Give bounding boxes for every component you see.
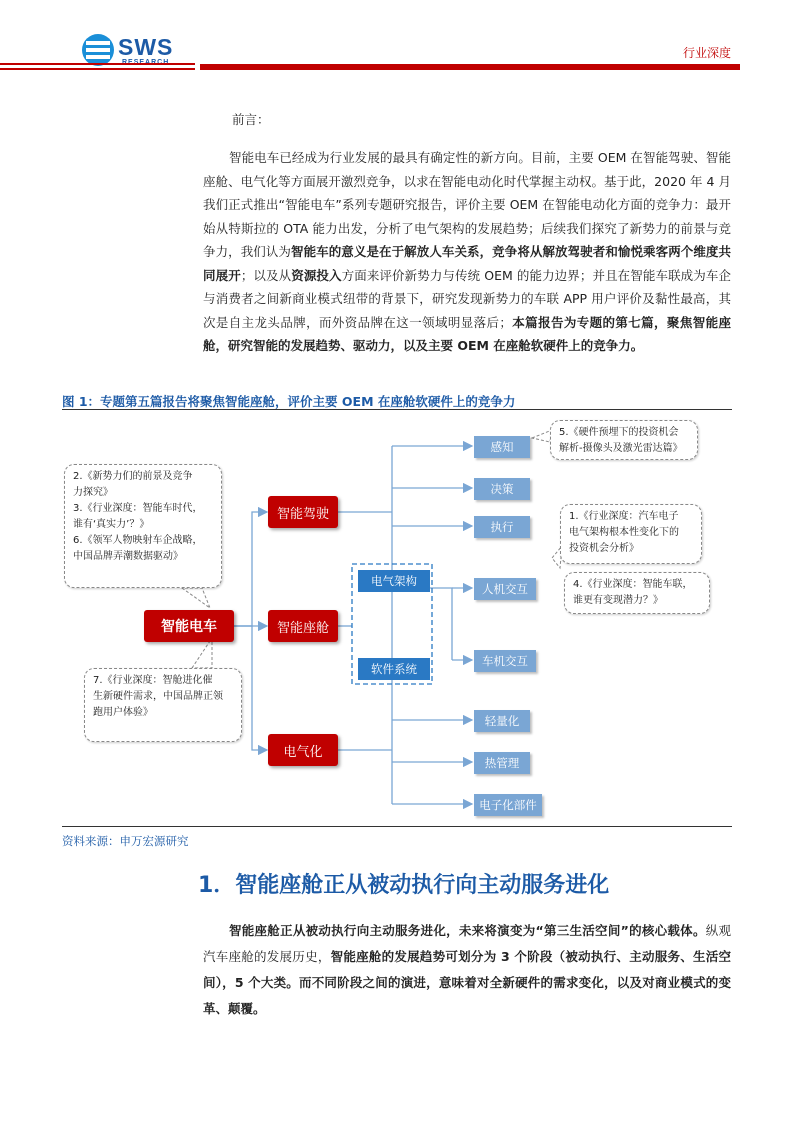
callout-line: 跑用户体验》 (93, 707, 153, 718)
node-smart-ev: 智能电车 (144, 610, 234, 642)
intro-bold-text: 本篇报告为专题的第七篇，聚焦智能座舱，研究智能的发展趋势、驱动力，以及主要 OEM 在座舱软硬件上的竞争力。 (203, 314, 731, 353)
section-text: 纵观汽车座舱的发展历史， (203, 923, 731, 964)
figure-title: 图 1：专题第五篇报告将聚焦智能座舱，评价主要 OEM 在座舱软硬件上的竞争力 (62, 394, 516, 409)
mind-map-diagram (62, 412, 732, 824)
callout-new-forces-reports (64, 464, 222, 588)
intro-paragraph (203, 146, 731, 358)
logo-globe-icon (82, 34, 114, 66)
header-rule (0, 63, 195, 65)
callout-line: 投资机会分析》 (569, 543, 639, 554)
callout-cabin-report (84, 668, 242, 742)
preface-label: 前言： (232, 112, 270, 127)
callout-line: 5.《硬件预埋下的投资机会 (559, 427, 679, 438)
callout-line: 生新硬件需求，中国品牌正领 (93, 691, 223, 702)
logo-text: SWS (118, 34, 174, 60)
node-electrical-architecture: 电气架构 (358, 570, 430, 592)
node-decision: 决策 (474, 478, 530, 500)
node-smart-cabin: 智能座舱 (268, 610, 338, 642)
figure-rule (62, 409, 732, 410)
header-rule (0, 68, 195, 70)
section-paragraph (203, 918, 731, 1022)
callout-line: 电气架构根本性变化下的 (569, 527, 679, 538)
node-hmi: 人机交互 (474, 578, 536, 600)
intro-text: 智能电车已经成为行业发展的最具有确定性的新方向。目前，主要 OEM 在智能驾驶、智能座舱、电气化等方面展开激烈竞争，以求在智能电动化时代掌握主动权。基于此，2020 年 4 月我们正式推出“智能电车”系列专题研究报告，评价主要 OEM 在智能电动化方面的竞争力：最开始从特斯拉的 OTA 能力出发，分析了电气架构的发展趋势；后续我们探究了新势力的前景与竞争力，我们认为 (203, 150, 732, 259)
intro-bold-text: 资源投入 (291, 267, 342, 283)
section-bold-text: 智能座舱的发展趋势可划分为 3 个阶段（被动执行、主动服务、生活空间），5 个大类。而不同阶段之间的演进，意味着对全新硬件的需求变化，以及对商业模式的变革、颠覆。 (203, 949, 731, 1016)
callout-line: 1.《行业深度：汽车电子 (569, 511, 679, 522)
node-thermal-management: 热管理 (474, 752, 530, 774)
page-header (0, 0, 793, 75)
intro-bold-text: 智能车的意义是在于解放人车关系，竞争将从解放驾驶者和愉悦乘客两个维度共同展开 (203, 244, 731, 283)
section-title: 1．智能座舱正从被动执行向主动服务进化 (198, 873, 610, 898)
callout-line: 6.《领军人物映射车企战略， (73, 535, 203, 546)
node-execution: 执行 (474, 516, 530, 538)
callout-connectivity-report (564, 572, 710, 614)
intro-text: ；以及从 (240, 267, 292, 283)
node-smart-driving: 智能驾驶 (268, 496, 338, 528)
callout-line: 中国品牌弄潮数据驱动》 (73, 551, 183, 562)
callout-hardware-report (550, 420, 698, 460)
node-vehicle-interaction: 车机交互 (474, 650, 536, 672)
callout-electronics-report (560, 504, 702, 564)
section-bold-text: 智能座舱正从被动执行向主动服务进化，未来将演变为“第三生活空间”的核心载体。 (229, 923, 706, 938)
callout-line: 2.《新势力们的前景及竞争 (73, 471, 193, 482)
figure-source: 资料来源：申万宏源研究 (62, 834, 189, 848)
node-lightweight: 轻量化 (474, 710, 530, 732)
callout-line: 力探究》 (73, 487, 113, 498)
callout-line: 7.《行业深度：智舱进化催 (93, 675, 213, 686)
callout-line: 3.《行业深度：智能车时代， (73, 503, 203, 514)
report-category: 行业深度 (682, 46, 731, 60)
callout-line: 谁更有变现潜力？》 (573, 595, 663, 606)
node-software-system: 软件系统 (358, 658, 430, 680)
callout-line: 谁有‘真实力’？》 (73, 519, 150, 530)
figure-rule (62, 826, 732, 827)
header-rule (200, 64, 740, 70)
node-electronic-parts: 电子化部件 (474, 794, 542, 816)
node-electrification: 电气化 (268, 734, 338, 766)
callout-line: 4.《行业深度：智能车联， (573, 579, 693, 590)
node-perception: 感知 (474, 436, 530, 458)
intro-text: 方面来评价新势力与传统 OEM 的能力边界；并且在智能车联成为车企与消费者之间新商业模式纽带的背景下，研究发现新势力的车联 APP 用户评价及黏性最高，其次是自主龙头品牌，而外资品牌在这一领域明显落后； (203, 267, 731, 330)
callout-line: 解析-摄像头及激光雷达篇》 (559, 443, 683, 454)
